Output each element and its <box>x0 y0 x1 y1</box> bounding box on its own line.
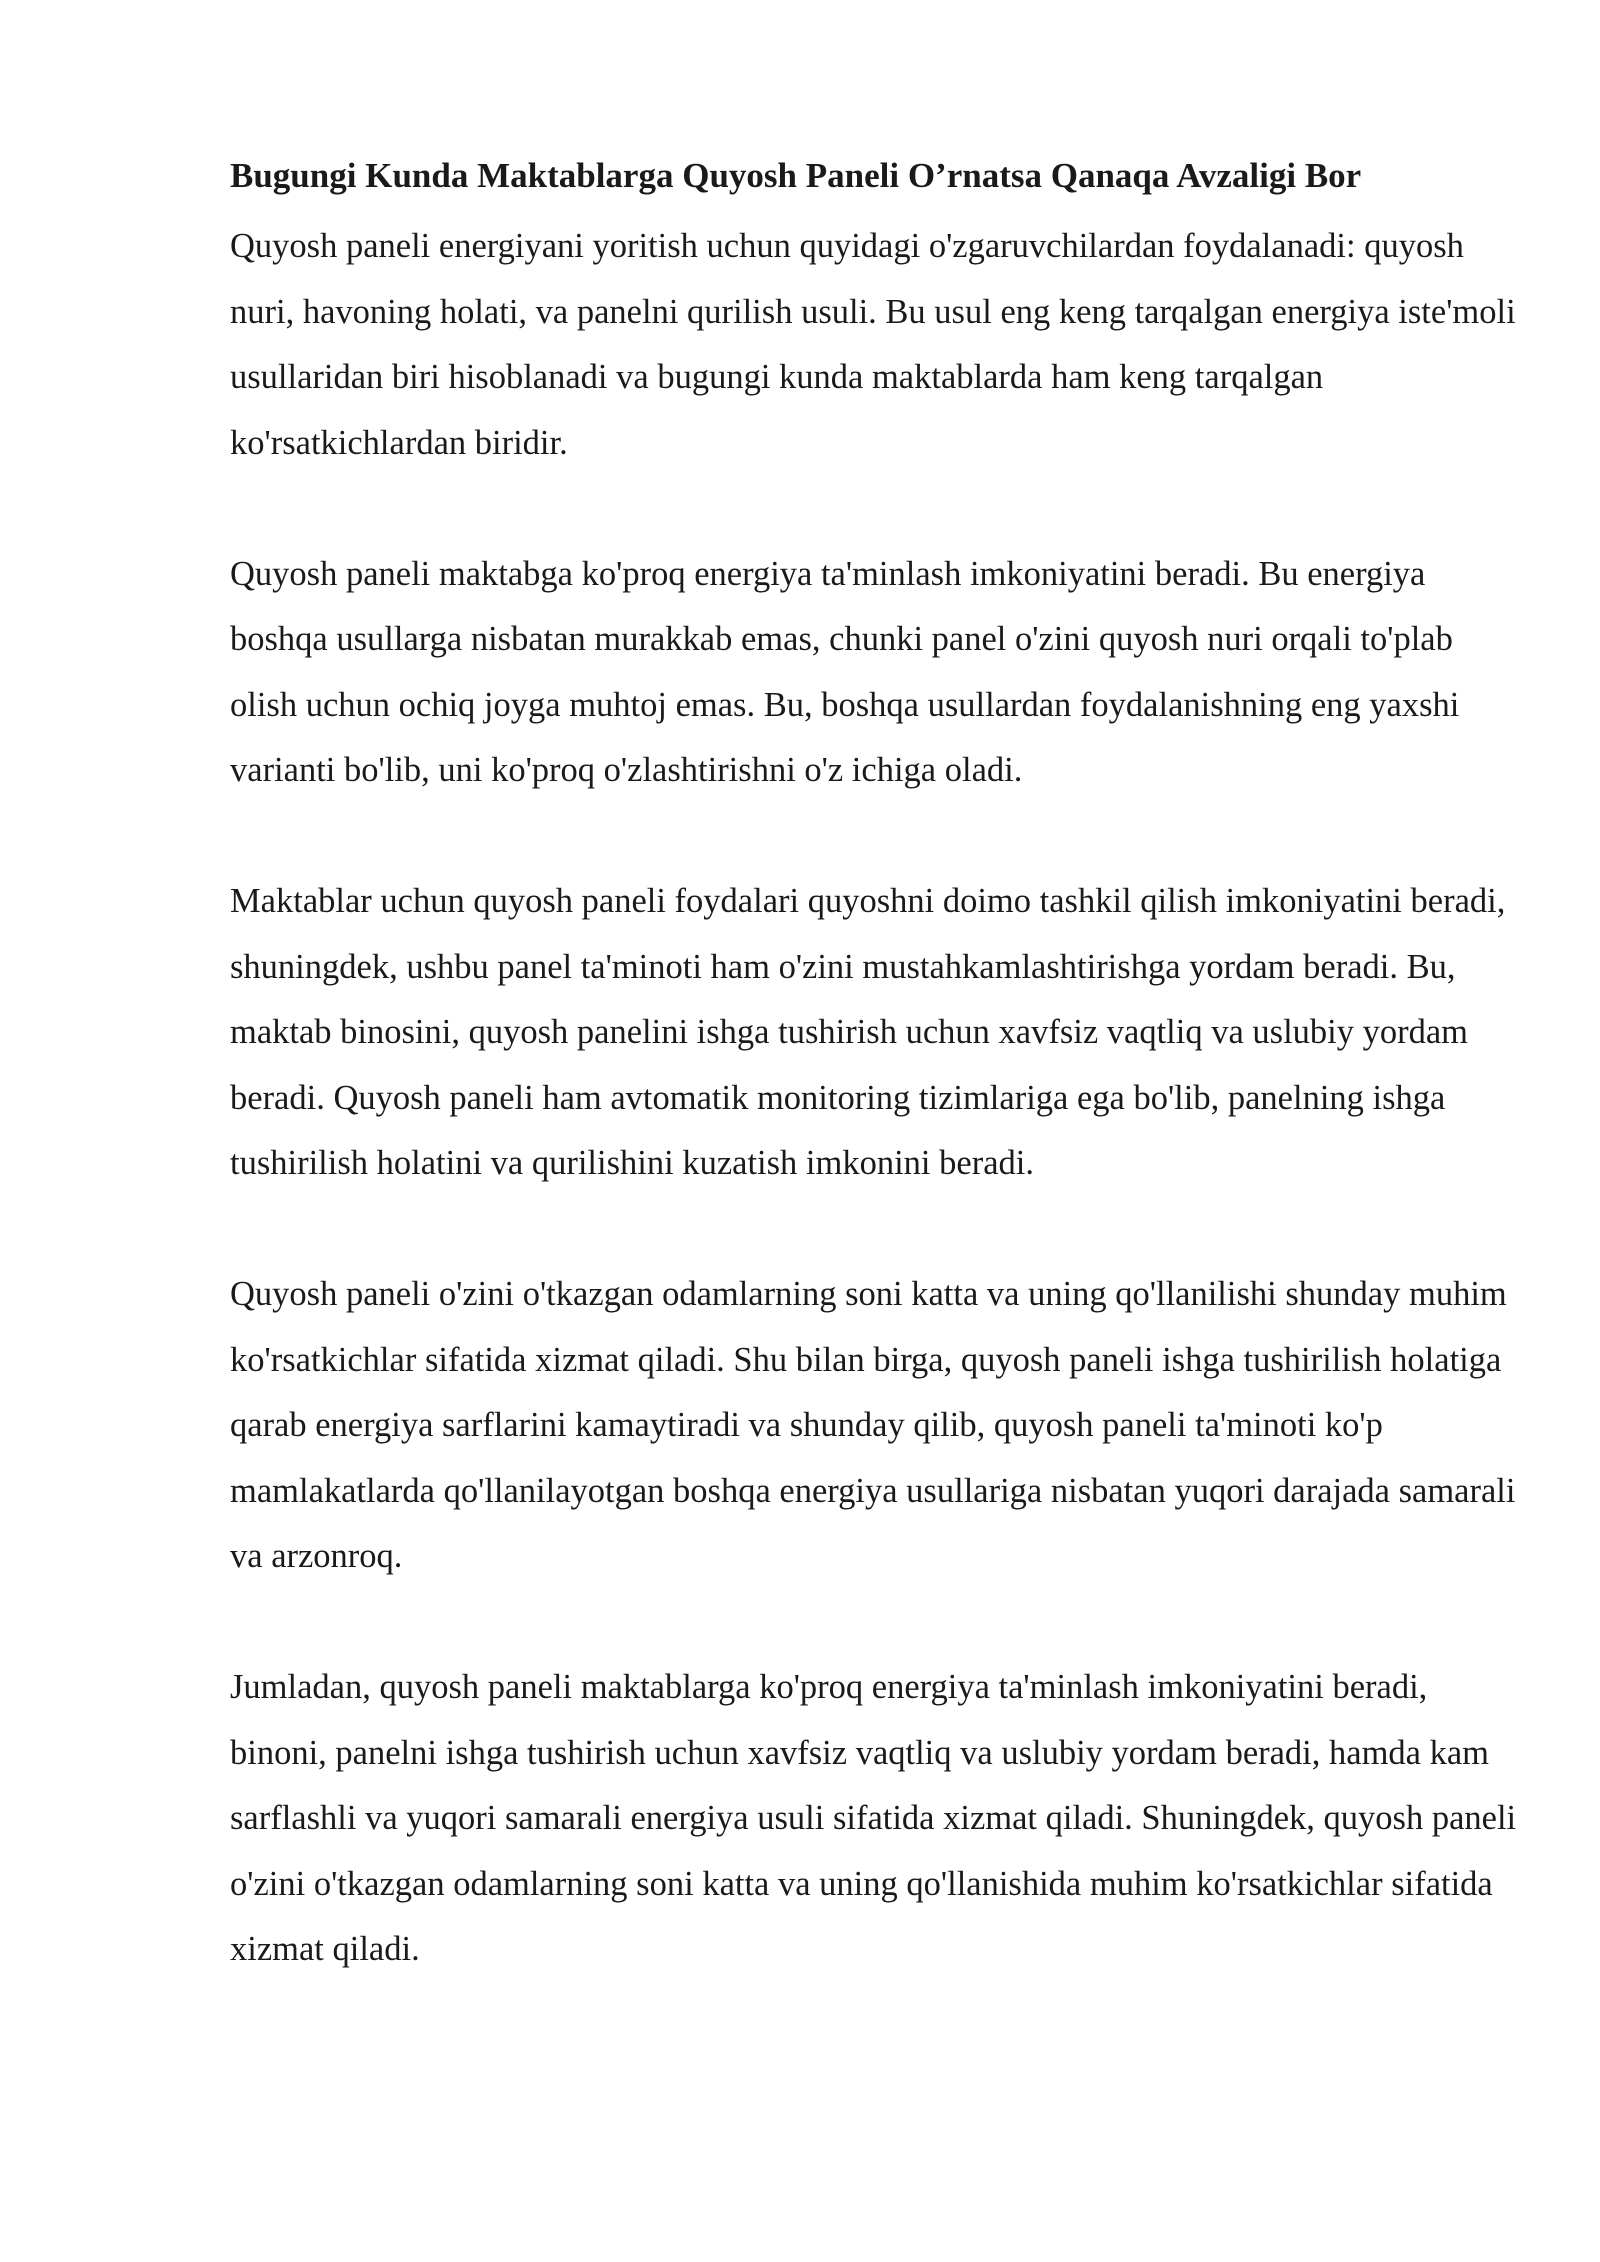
document-body <box>230 150 1520 1983</box>
paragraph-5: Jumladan, quyosh paneli maktablarga ko'proq energiya ta'minlash imkoniyatini beradi, binoni, panelni ishga tushirish uchun xavfsiz vaqtliq va uslubiy yordam beradi, hamda kam sarflashli va yuqori samarali energiya usuli sifatida xizmat qiladi. Shuningdek, quyosh paneli o'zini o'tkazgan odamlarning soni katta va uning qo'llanishida muhim ko'rsatkichlar sifatida xizmat qiladi. <box>230 1668 1517 1968</box>
paragraph-3: Maktablar uchun quyosh paneli foydalari quyoshni doimo tashkil qilish imkoniyatini beradi, shuningdek, ushbu panel ta'minoti ham o'zini mustahkamlashtirishga yordam beradi. Bu, maktab binosini, quyosh panelini ishga tushirish uchun xavfsiz vaqtliq va uslubiy yordam beradi. Quyosh paneli ham avtomatik monitoring tizimlariga ega bo'lib, panelning ishga tushirilish holatini va qurilishini kuzatish imkonini beradi. <box>230 882 1506 1182</box>
paragraph-4: Quyosh paneli o'zini o'tkazgan odamlarning soni katta va uning qo'llanilishi shunday muhim ko'rsatkichlar sifatida xizmat qiladi. Shu bilan birga, quyosh paneli ishga tushirilish holatiga qarab energiya sarflarini kamaytiradi va shunday qilib, quyosh paneli ta'minoti ko'p mamlakatlarda qo'llanilayotgan boshqa energiya usullariga nisbatan yuqori darajada samarali va arzonroq. <box>230 1275 1516 1575</box>
paragraph-2: Quyosh paneli maktabga ko'proq energiya ta'minlash imkoniyatini beradi. Bu energiya boshqa usullarga nisbatan murakkab emas, chunki panel o'zini quyosh nuri orqali to'plab olish uchun ochiq joyga muhtoj emas. Bu, boshqa usullardan foydalanishning eng yaxshi varianti bo'lib, uni ko'proq o'zlashtirishni o'z ichiga oladi. <box>230 554 1460 789</box>
paragraph-1: Quyosh paneli energiyani yoritish uchun quyidagi o'zgaruvchilardan foydalanadi: quyosh nuri, havoning holati, va panelni qurilish usuli. Bu usul eng keng tarqalgan energiya iste'moli usullaridan biri hisoblanadi va bugungi kunda maktablarda ham keng tarqalgan ko'rsatkichlardan biridir. <box>230 227 1516 462</box>
document-title: Bugungi Kunda Maktablarga Quyosh Paneli O’rnatsa Qanaqa Avzaligi Bor <box>230 156 1362 195</box>
